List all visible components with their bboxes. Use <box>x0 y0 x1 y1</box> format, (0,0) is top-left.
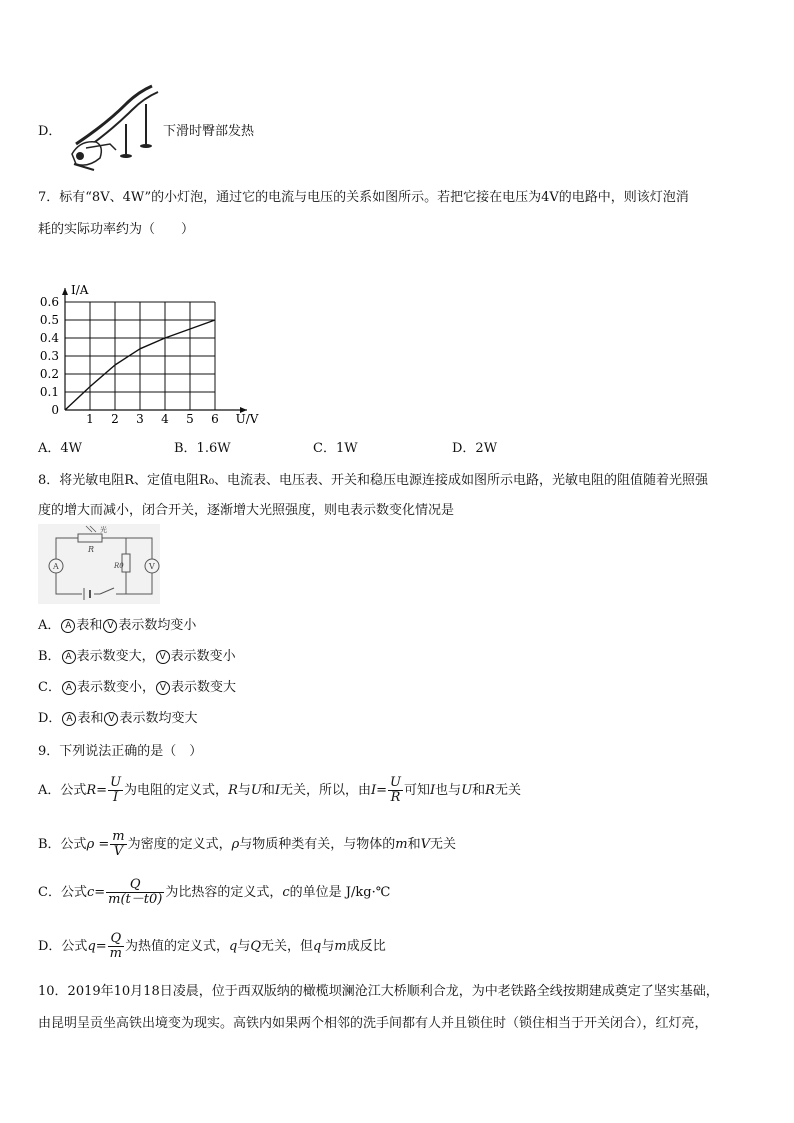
y-tick-label: 0.3 <box>39 349 59 363</box>
q8-stem-line1: 8．将光敏电阻R、定值电阻R₀、电流表、电压表、开关和稳压电源连接成如图所示电路，光敏电阻的阻值随着光照强 <box>38 473 709 488</box>
y-tick-label: 0.1 <box>39 385 59 399</box>
voltmeter-icon: V <box>156 681 170 695</box>
q8-stem-line2: 度的增大而减小，闭合开关，逐渐增大光照强度，则电表示数变化情况是 <box>38 503 455 518</box>
x-tick-label: 3 <box>136 412 144 426</box>
q6-option-d-text: 下滑时臀部发热 <box>163 124 255 139</box>
x-tick-label: 6 <box>211 412 219 426</box>
x-tick-label: 5 <box>186 412 194 426</box>
q10-line1: 10．2019年10月18日凌晨，位于西双版纳的橄榄坝澜沧江大桥顺利合龙，为中老铁路全线按期建成奠定了坚实基础， <box>38 984 719 999</box>
ammeter-icon: A <box>62 650 76 664</box>
y-tick-label: 0.2 <box>39 367 59 381</box>
voltmeter-label: V <box>149 562 155 571</box>
slide-child-illustration <box>66 84 162 176</box>
y-axis-label: I/A <box>71 283 89 297</box>
r0-label: R0 <box>114 562 124 570</box>
photoresistor-r <box>78 534 102 542</box>
y-tick-label: 0.4 <box>39 331 59 345</box>
fraction: $\frac{U}{I}$ <box>110 775 122 805</box>
q9-stem: 9．下列说法正确的是（ ） <box>38 744 203 759</box>
voltmeter-icon: V <box>156 650 170 664</box>
fraction: $\frac{Q}{m(t-t0)}$ <box>108 877 163 907</box>
q9-option-c: C．公式c= $\frac{Q}{m(t-t0)}$ 为比热容的定义式，c的单位是 J/kg·℃ <box>38 877 391 907</box>
iv-chart <box>30 250 280 430</box>
q8-option-d: D． A 表和 V 表示数均变大 <box>38 711 198 726</box>
x-tick-label: 4 <box>161 412 169 426</box>
q8-option-a: A． A 表和 V 表示数均变小 <box>38 618 197 633</box>
q8-option-c: C． A 表示数变小， V 表示数变大 <box>38 680 236 695</box>
ammeter-icon: A <box>61 619 75 633</box>
q9-option-d: D．公式q= $\frac{Q}{m}$ 为热值的定义式，q与Q无关，但q与m成反比 <box>38 931 386 961</box>
x-tick-label: 1 <box>86 412 94 426</box>
voltmeter-icon: V <box>103 619 117 633</box>
q7-stem-line2: 耗的实际功率约为（ ） <box>38 222 195 237</box>
y-tick-label: 0 <box>51 403 59 417</box>
q7-option-a: A．4W <box>38 441 83 456</box>
q9-option-b: B．公式ρ = $\frac{m}{V}$ 为密度的定义式，ρ与物质种类有关，与物体的m和V无关 <box>38 829 456 859</box>
light-label: 光 <box>100 526 107 534</box>
q8-option-b: B． A 表示数变大， V 表示数变小 <box>38 649 236 664</box>
fraction: $\frac{U}{R}$ <box>390 775 402 805</box>
q9-option-a: A．公式R= $\frac{U}{I}$ 为电阻的定义式，R与U和I无关，所以，由I= $\frac{U}{R}$ 可知I也与U和R无关 <box>38 775 521 805</box>
ammeter-label: A <box>53 562 59 571</box>
voltmeter-icon: V <box>104 712 118 726</box>
q7-option-b: B．1.6W <box>174 441 231 456</box>
y-tick-label: 0.5 <box>39 313 59 327</box>
y-tick-label: 0.6 <box>39 295 59 309</box>
q10-line2: 由昆明呈贡坐高铁出境变为现实。高铁内如果两个相邻的洗手间都有人并且锁住时（锁住相当于开关闭合），红灯亮， <box>38 1016 708 1031</box>
ammeter-icon: A <box>62 681 76 695</box>
circuit-diagram <box>38 524 160 604</box>
y-axis-arrow <box>62 288 68 295</box>
ammeter-icon: A <box>62 712 76 726</box>
r-label: R <box>88 545 95 554</box>
q7-option-d: D．2W <box>452 441 498 456</box>
x-axis-label: U/V <box>235 412 259 426</box>
fraction: $\frac{m}{V}$ <box>112 829 125 859</box>
q7-option-c: C．1W <box>313 441 358 456</box>
q7-stem-line1: 7．标有“8V、4W”的小灯泡，通过它的电流与电压的关系如图所示。若把它接在电压为4V的电路中，则该灯泡消 <box>38 190 689 205</box>
x-tick-label: 2 <box>111 412 119 426</box>
q6-option-d-label: D． <box>38 124 62 139</box>
fraction: $\frac{Q}{m}$ <box>109 931 122 961</box>
